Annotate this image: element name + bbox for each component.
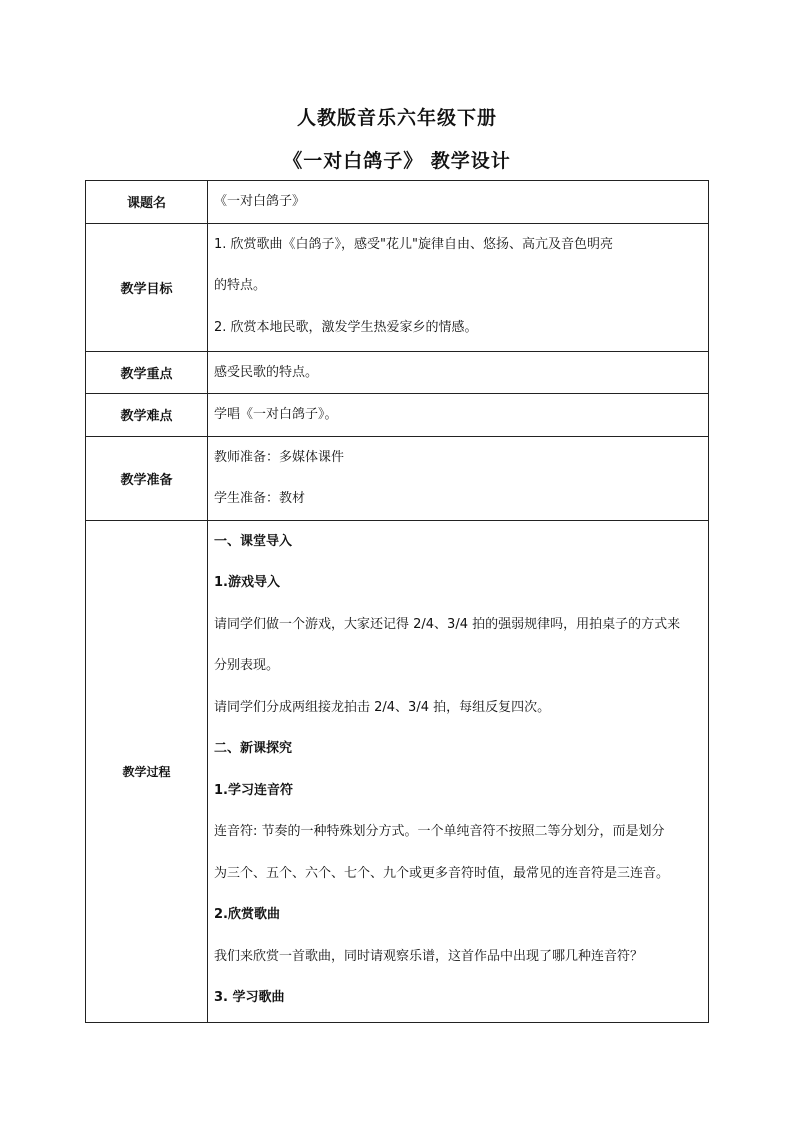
process-line: 我们来欣赏一首歌曲，同时请观察乐谱，这首作品中出现了哪几种连音符？	[214, 948, 644, 964]
table-row-goals	[86, 223, 709, 351]
difficulty-value	[208, 394, 709, 437]
topic-label: 课题名	[86, 181, 208, 224]
key-value	[208, 351, 709, 394]
table-row-prep	[86, 436, 709, 520]
goals-content	[208, 223, 709, 351]
process-line: 分别表现。	[214, 658, 280, 673]
document-subtitle: 《一对白鸽子》 教学设计	[283, 150, 511, 172]
process-line: 连音符: 节奏的一种特殊划分方式。一个单纯音符不按照二等分划分，而是划分	[214, 824, 665, 839]
topic-text: 《一对白鸽子》	[214, 194, 306, 209]
process-heading: 一、课堂导入	[214, 533, 293, 549]
prep-label: 教学准备	[86, 436, 208, 520]
difficulty-label: 教学难点	[86, 394, 208, 437]
key-text: 感受民歌的特点。	[214, 364, 319, 380]
process-subheading: 2.欣赏歌曲	[214, 907, 280, 922]
lesson-plan-table	[85, 180, 709, 1023]
topic-value	[208, 181, 709, 224]
goals-line: 1. 欣赏歌曲《白鸽子》，感受"花儿"旋律自由、悠扬、高亢及音色明亮	[214, 236, 613, 252]
prep-content	[208, 436, 709, 520]
process-label: 教学过程	[86, 520, 208, 1022]
goals-line: 2. 欣赏本地民歌，激发学生热爱家乡的情感。	[214, 319, 478, 335]
document-title: 人教版音乐六年级下册	[296, 107, 497, 129]
process-line: 请同学们做一个游戏，大家还记得 2/4、3/4 拍的强弱规律吗，用拍桌子的方式来	[214, 616, 681, 632]
table-row-process	[86, 520, 709, 1022]
table-row-topic	[86, 181, 709, 224]
process-subheading: 1.游戏导入	[214, 575, 280, 590]
process-line: 为三个、五个、六个、七个、九个或更多音符时值，最常见的连音符是三连音。	[214, 865, 670, 881]
prep-line: 学生准备：教材	[214, 491, 306, 506]
goals-label: 教学目标	[86, 223, 208, 351]
process-line: 请同学们分成两组接龙拍击 2/4、3/4 拍，每组反复四次。	[214, 699, 551, 715]
goals-line: 的特点。	[214, 278, 267, 293]
process-subheading: 3. 学习歌曲	[214, 990, 285, 1005]
process-content	[208, 520, 709, 1022]
process-subheading: 1.学习连音符	[214, 782, 293, 798]
process-heading: 二、新课探究	[214, 741, 293, 756]
table-row-difficulty	[86, 394, 709, 437]
key-label: 教学重点	[86, 351, 208, 394]
prep-line: 教师准备：多媒体课件	[214, 449, 345, 465]
table-row-key	[86, 351, 709, 394]
difficulty-text: 学唱《一对白鸽子》。	[214, 407, 338, 422]
